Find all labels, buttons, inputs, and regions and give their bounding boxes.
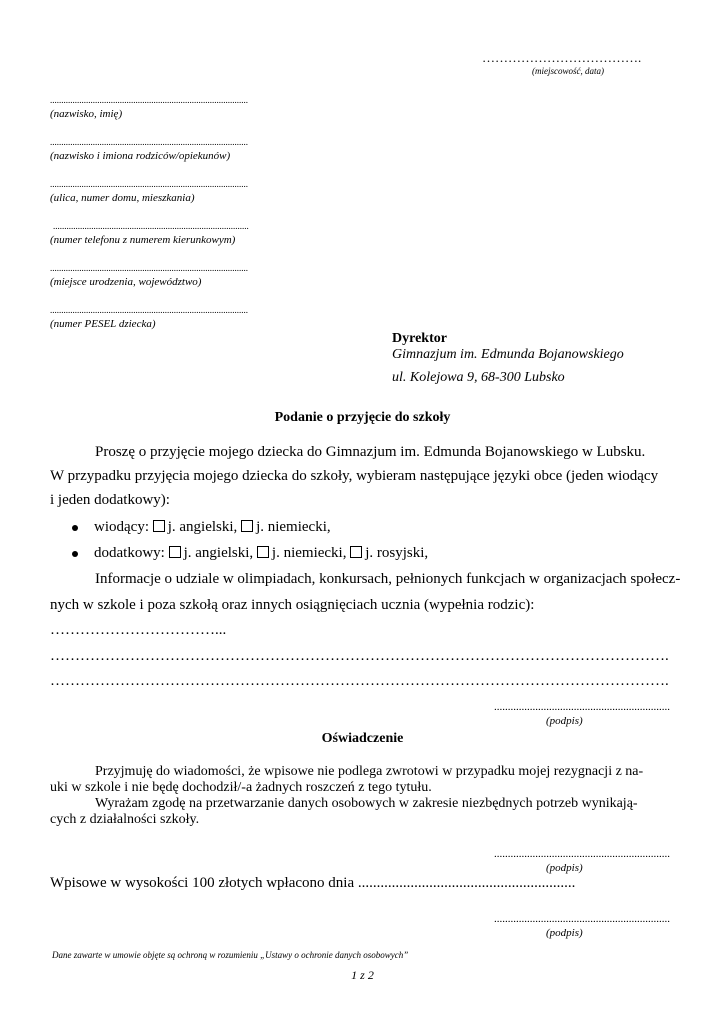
extra-language-label: dodatkowy: [94,545,165,561]
fee-signature-line[interactable]: ................................................................ [494,913,670,925]
declaration-signature-label: (podpis) [546,862,583,874]
declaration-p2-line1: Wyrażam zgodę na przetwarzanie danych osobowych w zakresie niezbędnych potrzeb wynikają- [95,796,638,811]
application-signature-label: (podpis) [546,715,583,727]
name-dotted-line[interactable]: ........................................................................................ [50,95,248,105]
declaration-p2-line2: cych z działalności szkoły. [50,812,200,827]
place-date-label: (miejscowość, data) [532,66,604,76]
addressee-address: ul. Kolejowa 9, 68-300 Lubsko [392,370,565,385]
page-number: 1 z 2 [351,968,374,982]
place-date-dotted-line[interactable]: ………………………………. [482,50,642,65]
lead-language-row [72,519,331,536]
pesel-dotted-line[interactable]: ........................................................................................ [50,305,248,315]
phone-dotted-line[interactable]: ....................................................................................... [53,221,249,231]
parents-label: (nazwisko i imiona rodziców/opiekunów) [50,150,231,162]
checkbox-russian-extra[interactable] [350,546,362,558]
application-para1: Proszę o przyjęcie mojego dziecka do Gimnazjum im. Edmunda Bojanowskiego w Lubsku. [95,444,646,460]
checkbox-german-extra[interactable] [257,546,269,558]
checkbox-english-extra[interactable] [169,546,181,558]
pesel-label: (numer PESEL dziecka) [50,318,156,330]
extra-option-german: j. niemiecki, [271,545,347,561]
name-label: (nazwisko, imię) [50,108,123,120]
declaration-title: Oświadczenie [321,731,404,746]
footer-data-protection-note: Dane zawarte w umowie objęte są ochroną w rozumieniu „Ustawy o ochronie danych osobowych” [52,950,409,960]
birthplace-label: (miejsce urodzenia, województwo) [50,276,202,288]
addressee-title: Dyrektor [392,331,447,346]
achievements-fill-line-1[interactable]: ……………………………... [50,622,227,638]
application-signature-line[interactable]: ................................................................ [494,701,670,713]
address-label: (ulica, numer domu, mieszkania) [50,192,195,204]
extra-option-russian: j. rosyjski, [365,545,429,561]
lead-option-english: j. angielski, [167,519,238,535]
application-para2-line2: i jeden dodatkowy): [50,492,170,508]
achievements-fill-line-3[interactable]: ……………………………………………………………………………………………………………. [50,673,669,689]
checkbox-english-lead[interactable] [153,520,165,532]
info-line1: Informacje o udziale w olimpiadach, konkursach, pełnionych funkcjach w organizacjach społecz- [95,571,681,587]
fee-paid-line[interactable]: Wpisowe w wysokości 100 złotych wpłacono dnia .......................................................... [50,875,576,891]
application-title: Podanie o przyjęcie do szkoły [274,410,451,425]
lead-language-label: wiodący: [94,519,149,535]
bullet-icon [72,551,78,557]
extra-language-row [72,545,428,562]
application-para2-line1: W przypadku przyjęcia mojego dziecka do szkoły, wybieram następujące języki obce (jeden wiodący [50,468,659,484]
birthplace-dotted-line[interactable]: ........................................................................................ [50,263,248,273]
fee-signature-label: (podpis) [546,927,583,939]
addressee-school: Gimnazjum im. Edmunda Bojanowskiego [392,347,624,362]
phone-label: (numer telefonu z numerem kierunkowym) [50,234,236,246]
checkbox-german-lead[interactable] [241,520,253,532]
info-line2: nych w szkole i poza szkołą oraz innych osiągnięciach ucznia (wypełnia rodzic): [50,597,535,613]
declaration-p1-line1: Przyjmuję do wiadomości, że wpisowe nie podlega zwrotowi w przypadku mojej rezygnacji z na- [95,764,644,779]
bullet-icon [72,525,78,531]
achievements-fill-line-2[interactable]: ……………………………………………………………………………………………………………. [50,648,669,664]
address-dotted-line[interactable]: ........................................................................................ [50,179,248,189]
parents-dotted-line[interactable]: ........................................................................................ [50,137,248,147]
lead-option-german: j. niemiecki, [256,519,331,535]
declaration-p1-line2: uki w szkole i nie będę dochodził/-a żadnych roszczeń z tego tytułu. [50,780,432,795]
extra-option-english: j. angielski, [183,545,254,561]
declaration-signature-line[interactable]: ................................................................ [494,848,670,860]
